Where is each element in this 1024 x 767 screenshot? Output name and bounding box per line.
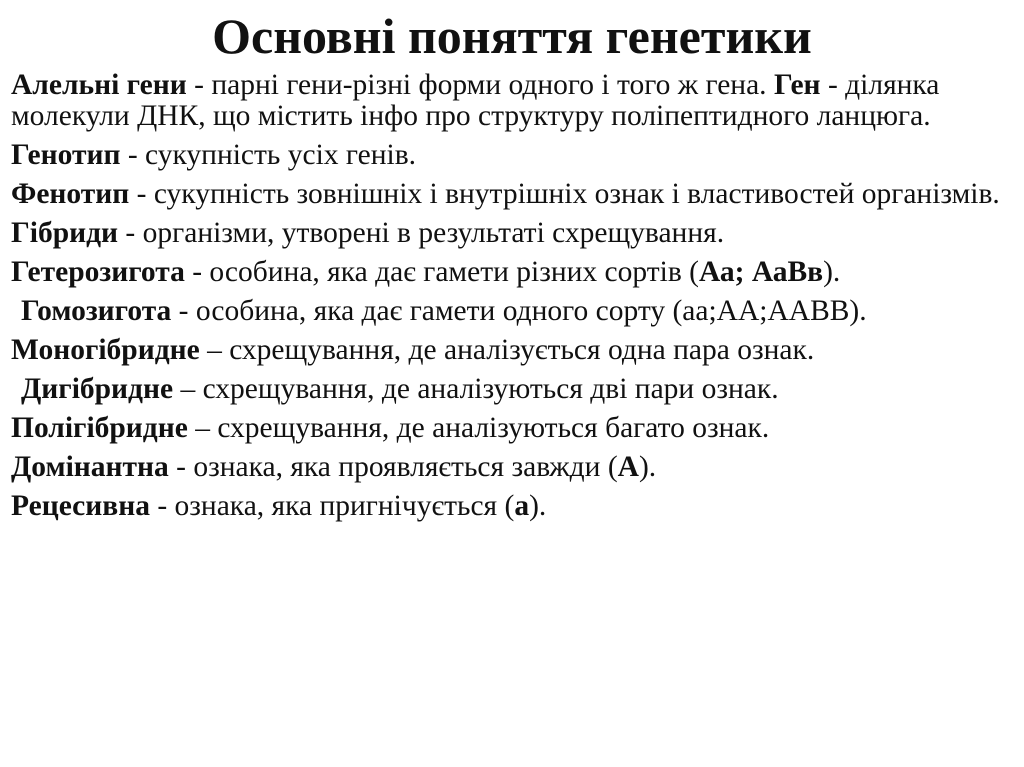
term-dominant — [11, 452, 1017, 483]
term-name: Ген — [773, 69, 821, 101]
term-example: А — [617, 451, 639, 483]
term-definition: - ділянка молекули ДНК, що містить інфо про структуру поліпептидного ланцюга. — [11, 69, 940, 132]
term-phenotype — [11, 179, 1017, 210]
term-definition: - організми, утворені в результаті схрещування. — [118, 217, 725, 249]
term-definition: - особина, яка дає гамети одного сорту (аа;АА;ААВВ). — [171, 295, 867, 327]
term-definition-end: ). — [823, 256, 841, 288]
term-homozygote — [11, 296, 1017, 327]
term-allelic-genes — [11, 70, 1017, 132]
term-example: а — [514, 490, 530, 522]
term-name: Фенотип — [11, 178, 130, 210]
term-definition-end: ). — [529, 490, 547, 522]
term-name: Гібриди — [11, 217, 119, 249]
term-definition: - сукупність зовнішніх і внутрішніх ознак і властивостей організмів. — [129, 178, 1000, 210]
term-heterozygote — [11, 257, 1017, 288]
term-definition: - сукупність усіх генів. — [120, 139, 417, 171]
term-monohybrid — [11, 335, 1017, 366]
term-example: Аа; АаВв — [698, 256, 824, 288]
term-name: Генотип — [11, 139, 121, 171]
term-name: Дигібридне — [21, 373, 174, 405]
term-definition: – схрещування, де аналізується одна пара ознак. — [199, 334, 815, 366]
term-name: Домінантна — [11, 451, 169, 483]
term-definition: – схрещування, де аналізуються багато ознак. — [187, 412, 770, 444]
term-definition: - особина, яка дає гамети різних сортів ( — [184, 256, 699, 288]
term-polyhybrid — [11, 413, 1017, 444]
term-definition: – схрещування, де аналізуються дві пари ознак. — [173, 373, 779, 405]
slide-title: Основні поняття генетики — [212, 8, 812, 64]
term-name: Рецесивна — [11, 490, 150, 522]
term-name: Полігібридне — [11, 412, 188, 444]
term-name: Алельні гени — [11, 69, 187, 101]
term-name: Гомозигота — [21, 295, 172, 327]
term-dihybrid — [11, 374, 1017, 405]
term-definition: - ознака, яка пригнічується ( — [149, 490, 515, 522]
terms-list — [11, 70, 1017, 530]
term-genotype — [11, 140, 1017, 171]
term-name: Гетерозигота — [11, 256, 185, 288]
term-name: Моногібридне — [11, 334, 200, 366]
term-recessive — [11, 491, 1017, 522]
term-definition: - ознака, яка проявляється завжди ( — [168, 451, 618, 483]
term-hybrids — [11, 218, 1017, 249]
term-definition: - парні гени-різні форми одного і того ж гена. — [186, 69, 774, 101]
term-definition-end: ). — [638, 451, 657, 483]
